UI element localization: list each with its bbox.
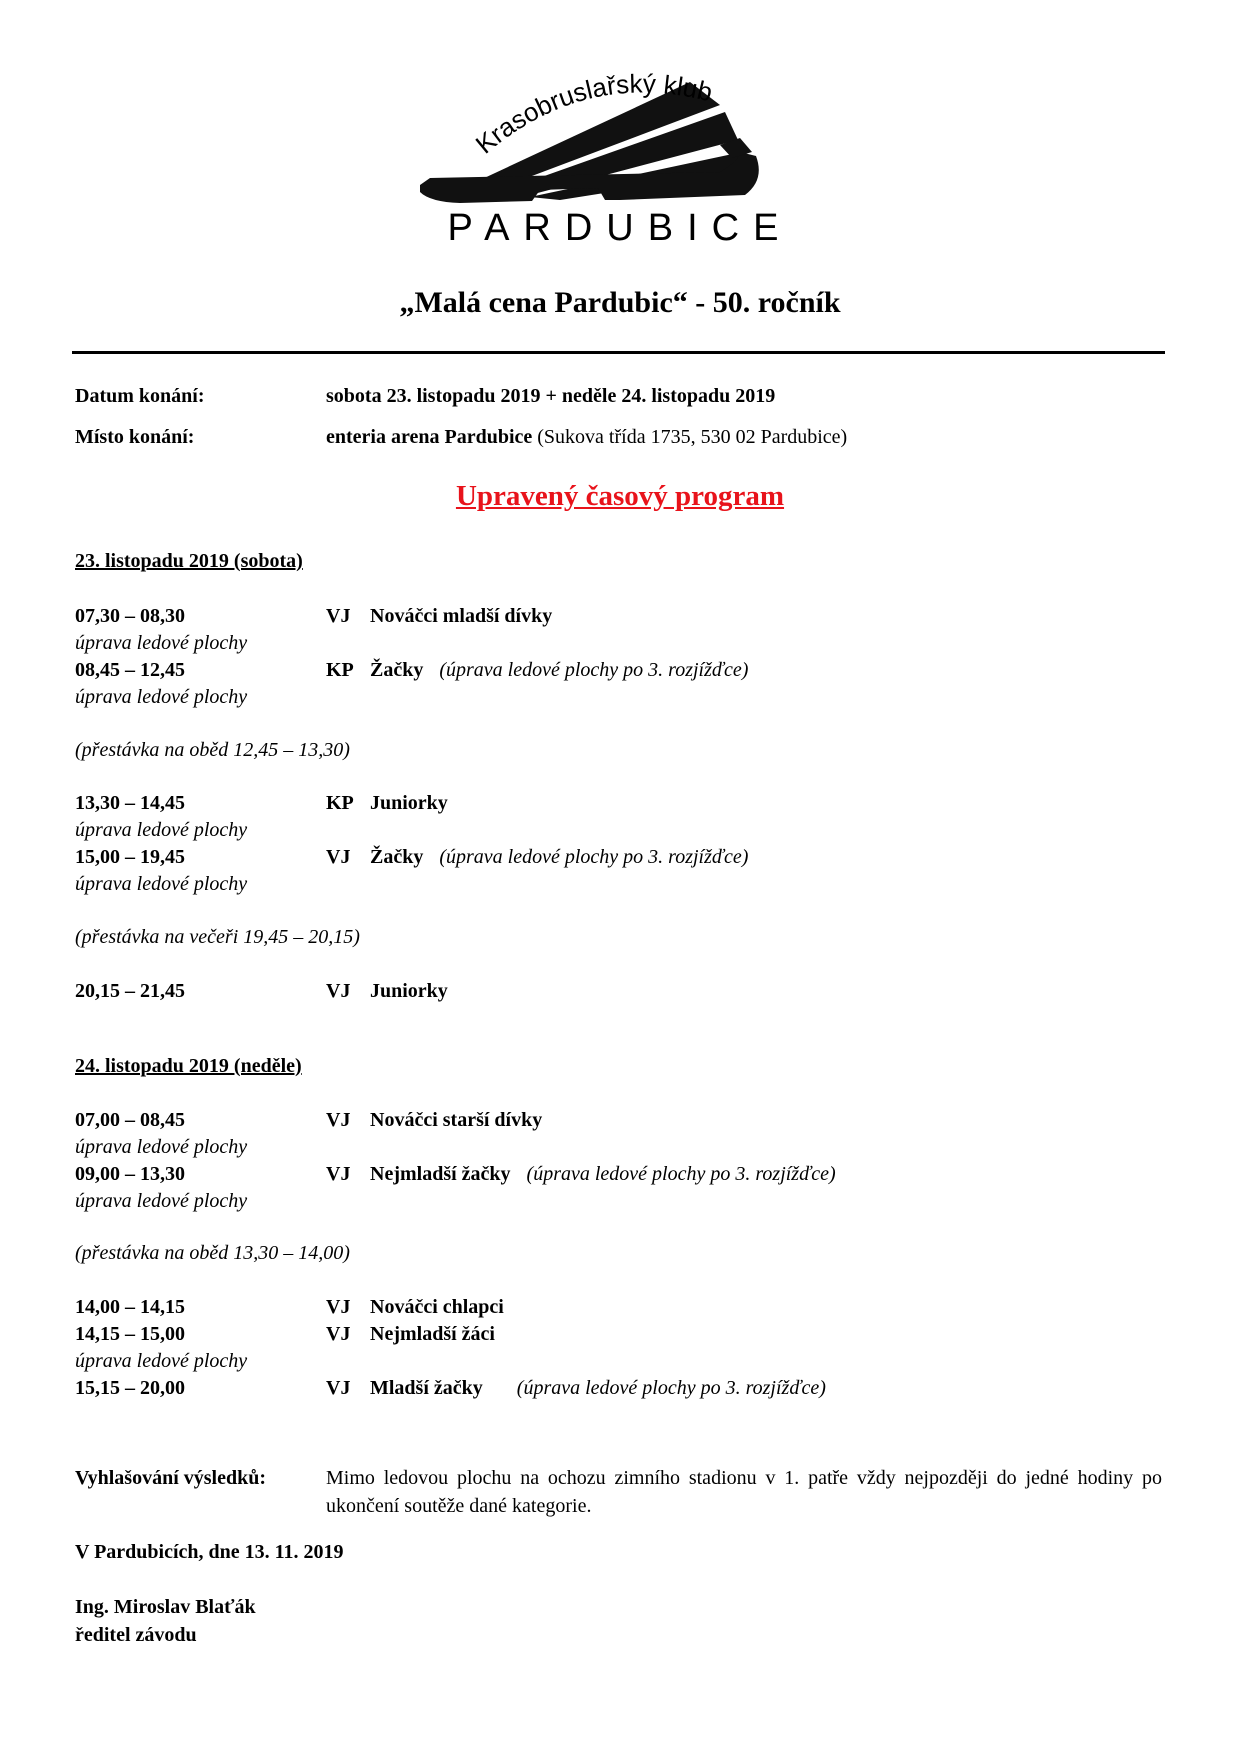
day2-e5-entry — [326, 1376, 826, 1400]
day1-e2-category: Žačky — [370, 659, 424, 681]
date-label: Datum konání: — [75, 385, 205, 407]
place-address: (Sukova třída 1735, 530 02 Pardubice) — [537, 426, 848, 448]
day1-e5-category: Juniorky — [370, 980, 448, 1002]
day1-e3-code: KP — [326, 792, 354, 814]
day2-e5-code: VJ — [326, 1377, 351, 1399]
day2-e3-category: Nováčci chlapci — [370, 1296, 504, 1318]
day1-e1-entry — [326, 604, 552, 628]
place-venue: enteria arena Pardubice — [326, 426, 533, 448]
day1-ice-3: úprava ledové plochy — [75, 819, 248, 841]
place-value — [326, 425, 847, 449]
place-date: V Pardubicích, dne 13. 11. 2019 — [75, 1541, 344, 1563]
day1-e5-time: 20,15 – 21,45 — [75, 980, 185, 1002]
day1-e1-code: VJ — [326, 605, 351, 627]
day2-e1-code: VJ — [326, 1109, 351, 1131]
day2-e4-category: Nejmladší žáci — [370, 1323, 495, 1345]
day2-e2-time: 09,00 – 13,30 — [75, 1163, 185, 1185]
place-label: Místo konání: — [75, 426, 195, 448]
day1-e5-code: VJ — [326, 980, 351, 1002]
day2-e4-code: VJ — [326, 1323, 351, 1345]
day1-pause-2: (přestávka na večeři 19,45 – 20,15) — [75, 926, 360, 948]
day1-e3-entry — [326, 791, 448, 815]
day1-e4-category: Žačky — [370, 846, 424, 868]
day2-e1-entry — [326, 1108, 542, 1132]
day2-e5-note: (úprava ledové plochy po 3. rozjížďce) — [516, 1377, 826, 1399]
day1-ice-4: úprava ledové plochy — [75, 873, 248, 895]
day1-e4-entry — [326, 845, 748, 869]
day2-e2-code: VJ — [326, 1163, 351, 1185]
signature-name: Ing. Miroslav Blaťák — [75, 1596, 256, 1618]
day2-ice-1: úprava ledové plochy — [75, 1136, 248, 1158]
day2-e1-time: 07,00 – 08,45 — [75, 1109, 185, 1131]
date-value: sobota 23. listopadu 2019 + neděle 24. listopadu 2019 — [326, 385, 776, 407]
day2-heading: 24. listopadu 2019 (neděle) — [75, 1055, 302, 1077]
day2-ice-3: úprava ledové plochy — [75, 1350, 248, 1372]
day1-ice-2: úprava ledové plochy — [75, 686, 248, 708]
day2-e3-time: 14,00 – 14,15 — [75, 1296, 185, 1318]
day1-e4-note: (úprava ledové plochy po 3. rozjížďce) — [439, 846, 749, 868]
day2-e4-entry — [326, 1322, 495, 1346]
day1-e2-entry — [326, 658, 748, 682]
logo-city-text: PARDUBICE — [447, 207, 793, 249]
day2-e2-entry — [326, 1162, 836, 1186]
day2-e2-note: (úprava ledové plochy po 3. rozjížďce) — [526, 1163, 836, 1185]
day2-e5-category: Mladší žačky — [370, 1377, 483, 1399]
day1-e2-time: 08,45 – 12,45 — [75, 659, 185, 681]
day2-e3-code: VJ — [326, 1296, 351, 1318]
day1-ice-1: úprava ledové plochy — [75, 632, 248, 654]
day1-e2-code: KP — [326, 659, 354, 681]
results-label: Vyhlašování výsledků: — [75, 1467, 266, 1489]
day1-pause-1: (přestávka na oběd 12,45 – 13,30) — [75, 739, 350, 761]
signature-role: ředitel závodu — [75, 1624, 197, 1646]
program-subtitle: Upravený časový program — [455, 480, 785, 512]
day1-e4-time: 15,00 – 19,45 — [75, 846, 185, 868]
title-divider — [72, 351, 1165, 354]
day2-ice-2: úprava ledové plochy — [75, 1190, 248, 1212]
page-title: „Malá cena Pardubic“ - 50. ročník — [399, 286, 841, 319]
results-text: Mimo ledovou plochu na ochozu zimního stadionu v 1. patře vždy nejpozději do jedné hodiny po ukončení soutěže dané kategorie. — [326, 1467, 1162, 1517]
day1-e1-category: Nováčci mladší dívky — [370, 605, 553, 627]
day2-pause-1: (přestávka na oběd 13,30 – 14,00) — [75, 1242, 350, 1264]
day2-e3-entry — [326, 1295, 504, 1319]
skate-logo-icon — [420, 60, 820, 255]
day1-e5-entry — [326, 979, 448, 1003]
day1-heading: 23. listopadu 2019 (sobota) — [75, 550, 303, 572]
day2-e5-time: 15,15 – 20,00 — [75, 1377, 185, 1399]
day1-e2-note: (úprava ledové plochy po 3. rozjížďce) — [439, 659, 749, 681]
day2-e1-category: Nováčci starší dívky — [370, 1109, 543, 1131]
day1-e4-code: VJ — [326, 846, 351, 868]
day2-e2-category: Nejmladší žačky — [370, 1163, 511, 1185]
day1-e1-time: 07,30 – 08,30 — [75, 605, 185, 627]
day1-e3-category: Juniorky — [370, 792, 448, 814]
day1-e3-time: 13,30 – 14,45 — [75, 792, 185, 814]
club-logo — [420, 60, 820, 255]
day2-e4-time: 14,15 – 15,00 — [75, 1323, 185, 1345]
logo-arc-text: Krasobruslařský klub — [469, 68, 716, 160]
